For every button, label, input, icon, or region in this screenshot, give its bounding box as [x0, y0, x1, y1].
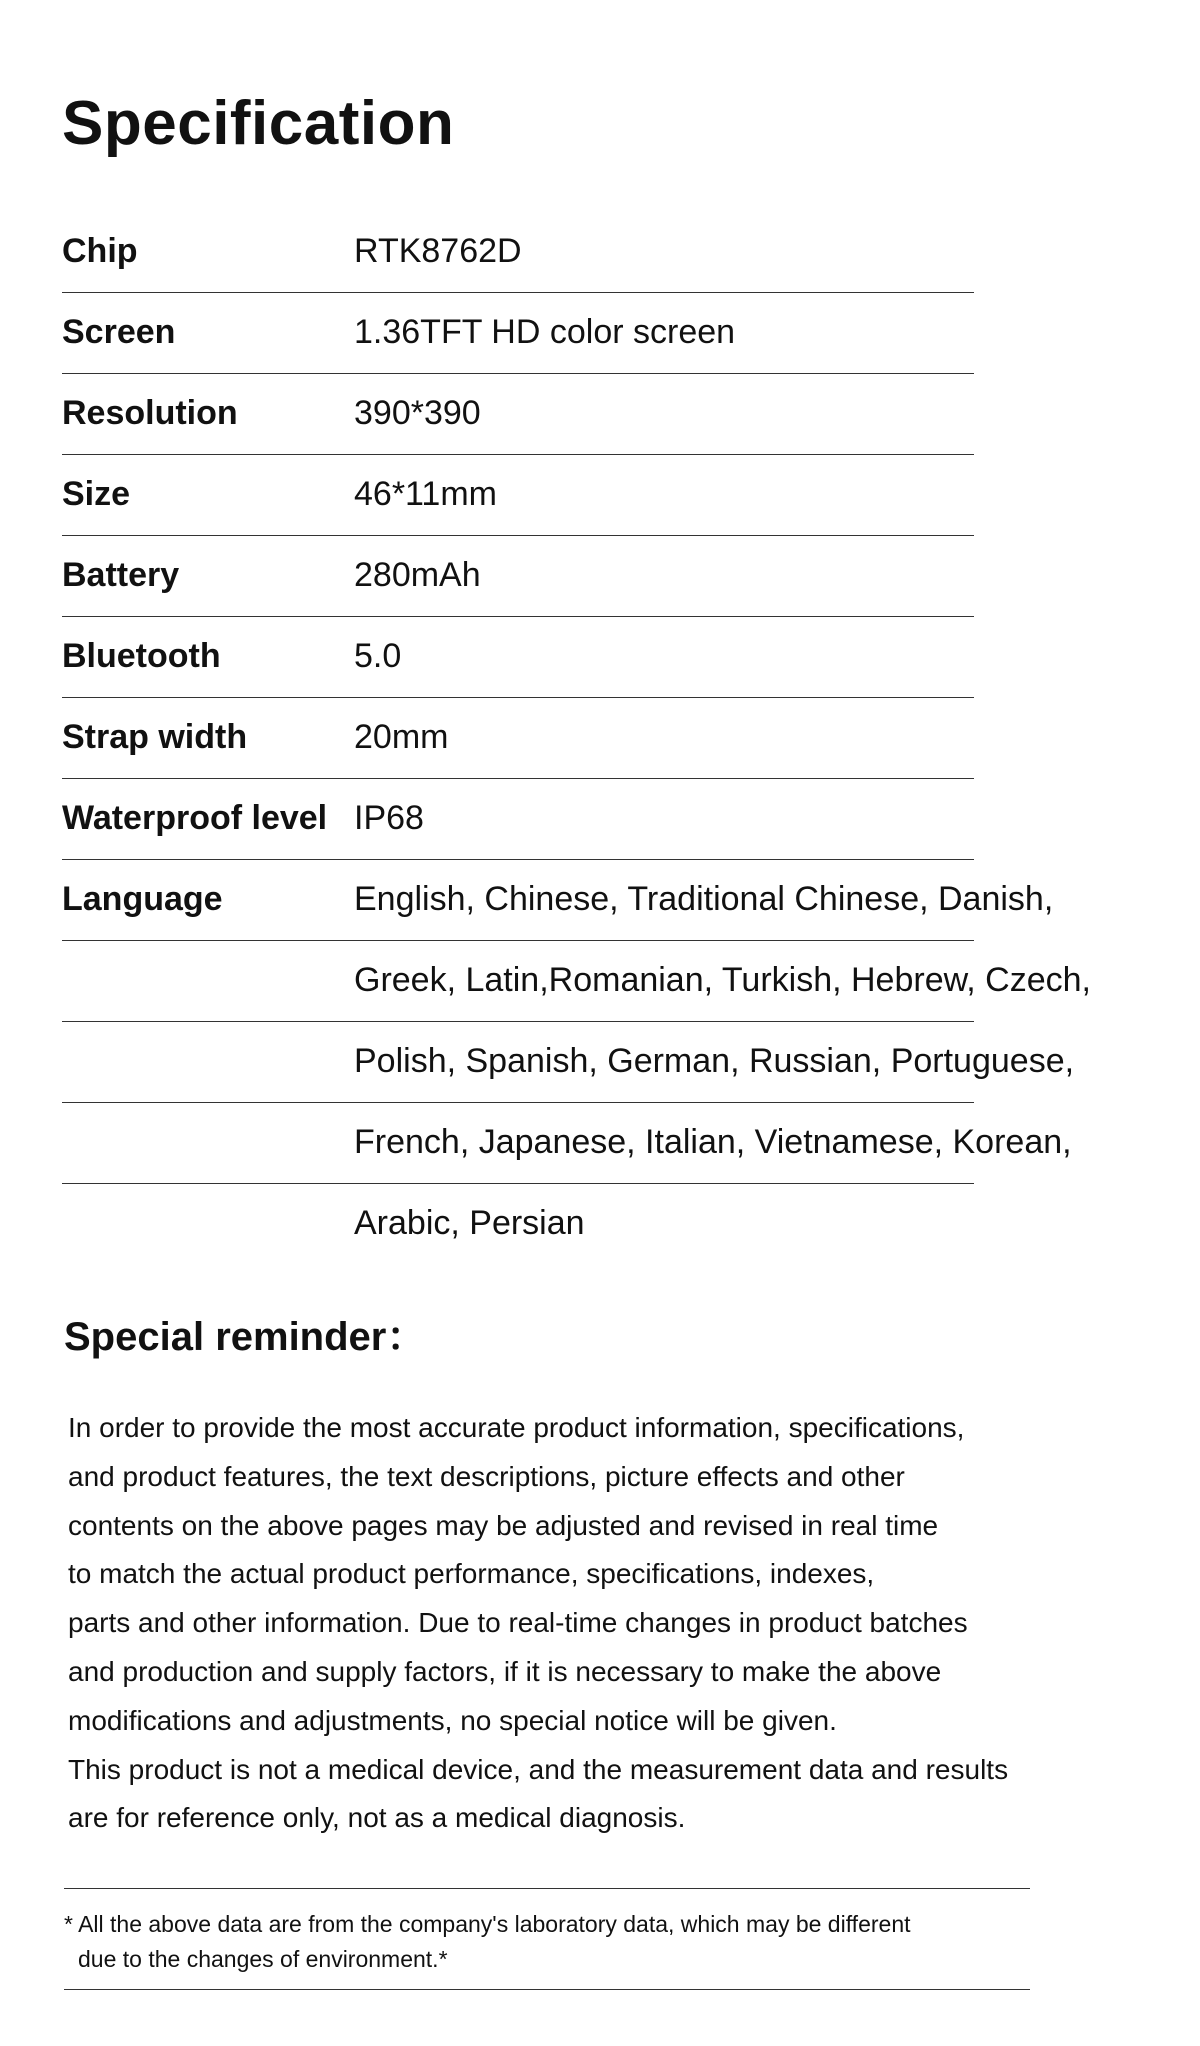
- spec-value: RTK8762D: [354, 232, 522, 270]
- spec-label: Battery: [62, 556, 180, 594]
- spec-value: Polish, Spanish, German, Russian, Portuguese,: [354, 1042, 1075, 1080]
- spec-value: 1.36TFT HD color screen: [354, 313, 736, 351]
- reminder-body: [68, 1404, 1128, 1843]
- spec-value: 5.0: [354, 637, 402, 675]
- reminder-line: and production and supply factors, if it is necessary to make the above: [68, 1655, 942, 1687]
- spec-row-chip: [62, 212, 974, 293]
- reminder-line: contents on the above pages may be adjusted and revised in real time: [68, 1509, 939, 1541]
- spec-row-language: [62, 860, 1054, 941]
- spec-label: Screen: [62, 313, 176, 351]
- spec-value: 280mAh: [354, 556, 481, 594]
- spec-row-bluetooth: [62, 617, 974, 698]
- reminder-line: and product features, the text descriptions, picture effects and other: [68, 1460, 905, 1492]
- spec-value: Greek, Latin,Romanian, Turkish, Hebrew, Czech,: [354, 961, 1091, 999]
- spec-value: IP68: [354, 799, 424, 837]
- spec-label: Strap width: [62, 718, 248, 756]
- spec-value: English, Chinese, Traditional Chinese, Danish,: [354, 880, 1054, 918]
- spec-value: French, Japanese, Italian, Vietnamese, Korean,: [354, 1123, 1072, 1161]
- reminder-title: Special reminder：: [64, 1315, 427, 1359]
- reminder-line: parts and other information. Due to real-time changes in product batches: [68, 1607, 968, 1639]
- spec-label: Size: [62, 475, 131, 513]
- reminder-line: are for reference only, not as a medical diagnosis.: [68, 1802, 686, 1834]
- spec-row-waterproof-level: [62, 779, 974, 860]
- footnote: [64, 1888, 1030, 1990]
- reminder-line: This product is not a medical device, and the measurement data and results: [68, 1753, 1009, 1785]
- spec-row-language-cont: [62, 1184, 974, 1265]
- spec-row-language-cont: [62, 1022, 1075, 1103]
- spec-value: Arabic, Persian: [354, 1204, 585, 1242]
- footnote-line: due to the changes of environment.*: [78, 1946, 448, 1972]
- reminder-line: to match the actual product performance, specifications, indexes,: [68, 1558, 875, 1590]
- spec-row-battery: [62, 536, 974, 617]
- spec-label: Resolution: [62, 394, 238, 432]
- spec-row-language-cont: [62, 1103, 1072, 1184]
- footnote-line: * All the above data are from the company's laboratory data, which may be different: [64, 1911, 911, 1937]
- spec-row-resolution: [62, 374, 974, 455]
- spec-label: Waterproof level: [62, 799, 328, 837]
- spec-row-strap-width: [62, 698, 974, 779]
- spec-row-size: [62, 455, 974, 536]
- reminder-line: In order to provide the most accurate product information, specifications,: [68, 1412, 965, 1443]
- reminder-line: modifications and adjustments, no special notice will be given.: [68, 1704, 837, 1736]
- spec-row-screen: [62, 293, 974, 374]
- spec-value: 20mm: [354, 718, 449, 756]
- spec-value: 390*390: [354, 394, 481, 432]
- spec-label: Bluetooth: [62, 637, 221, 675]
- spec-label: Language: [62, 880, 223, 918]
- spec-row-language-cont: [62, 941, 1091, 1022]
- spec-label: Chip: [62, 232, 138, 270]
- spec-table: [62, 212, 1091, 1265]
- spec-value: 46*11mm: [354, 475, 497, 513]
- page-title: Specification: [62, 89, 455, 158]
